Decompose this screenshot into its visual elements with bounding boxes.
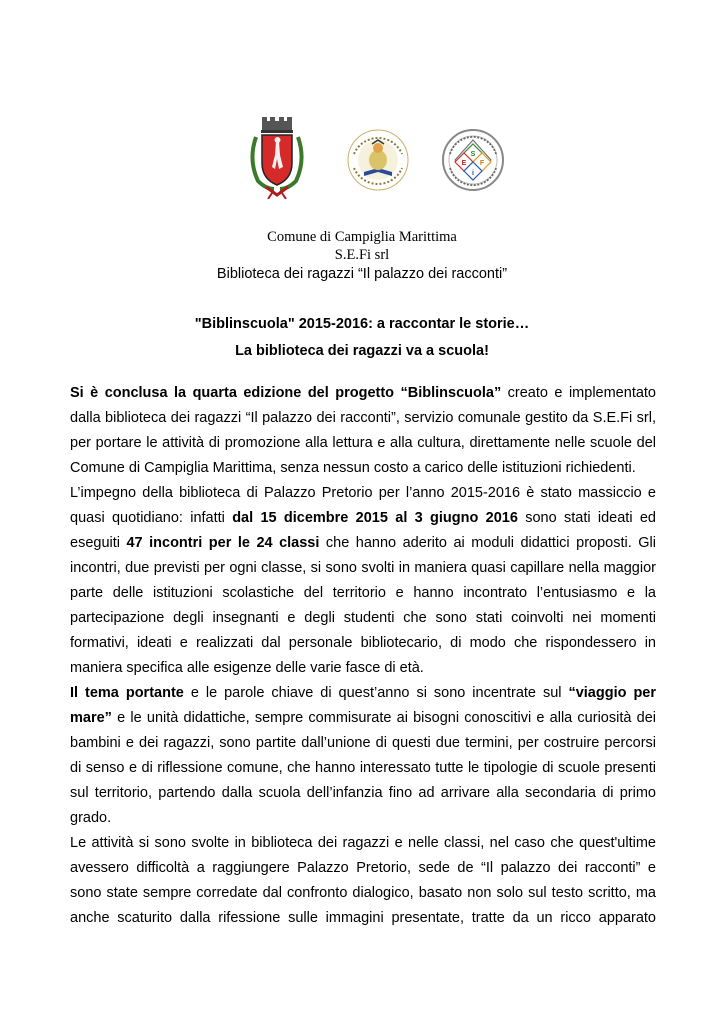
body-line: partecipazione degli insegnanti e degli studenti che sono stati coinvolti nei momenti	[70, 610, 656, 626]
body-line	[70, 706, 656, 731]
body-line: L’impegno della biblioteca di Palazzo Pretorio per l’anno 2015-2016 è stato massiccio e	[70, 485, 656, 501]
text-segment: eseguiti	[70, 535, 127, 551]
text-segment: creato e implementato	[501, 385, 656, 401]
text-segment: sono stati ideati ed	[517, 510, 656, 526]
svg-text:F: F	[479, 160, 485, 167]
text-segment: quasi quotidiano: infatti	[70, 510, 233, 526]
body-text	[70, 381, 656, 931]
body-line: formativi, ideati e realizzati dal personale bibliotecario, di modo che rispondessero in	[70, 635, 656, 651]
text-segment: e le unità didattiche, sempre commisurate ai bisogni conoscitivi e alla curiosità dei	[111, 710, 656, 726]
svg-text:i: i	[472, 170, 474, 177]
bold-text: dal 15 dicembre 2015 al 3 giugno 2016	[232, 510, 518, 526]
body-line: avessero difficoltà a raggiungere Palazzo Pretorio, sede de “Il palazzo dei racconti” e	[70, 860, 656, 876]
body-line: sono state sempre corredate dal confronto dialogico, basato non solo sul testo scritto, ma	[70, 885, 656, 901]
bold-text: “viaggio per	[568, 685, 657, 701]
body-line: parte delle istituzioni scolastiche del territorio e hanno incontrato l’entusiasmo e la	[70, 585, 656, 601]
biblioteca-ragazzi-logo	[346, 128, 410, 192]
main-title: "Biblinscuola" 2015-2016: a raccontar le storie…	[194, 316, 530, 332]
svg-text:E: E	[461, 160, 467, 167]
body-line: maniera specifica alle esigenze delle varie fasce di età.	[70, 660, 424, 676]
document-header	[0, 228, 724, 284]
bold-text: Si è conclusa la quarta edizione del progetto “Biblinscuola”	[70, 385, 502, 401]
body-line	[70, 381, 656, 406]
sub-title: La biblioteca dei ragazzi va a scuola!	[235, 343, 489, 359]
header-comune: Comune di Campiglia Marittima	[267, 229, 457, 245]
body-line: grado.	[70, 810, 112, 826]
body-line: incontri, due previsti per ogni classe, si sono svolti in maniera quasi capillare nella maggior	[70, 560, 656, 576]
body-line: dalla biblioteca dei ragazzi “Il palazzo dei racconti”, servizio comunale gestito da S.E.Fi srl,	[70, 410, 656, 426]
body-line: bambini e dei ragazzi, sono partite dall’unione di questi due termini, per costruire percorsi	[70, 735, 656, 751]
bold-text: 47 incontri per le 24 classi	[126, 535, 320, 551]
logo-row	[0, 110, 724, 200]
body-line: sul territorio, partendo dalla scuola dell’infanzia fino ad arrivare alla secondaria di primo	[70, 785, 656, 801]
body-line: anche scaturito dalla rifessione sulle immagini presentate, tratte da un ricco apparato	[70, 910, 656, 926]
svg-text:S: S	[470, 151, 476, 158]
body-line: Le attività si sono svolte in biblioteca dei ragazzi e nelle classi, nel caso che quest'ultime	[70, 835, 656, 851]
body-line: per portare le attività di promozione alla lettura e alla cultura, direttamente nelle scuole del	[70, 435, 656, 451]
body-line	[70, 506, 656, 531]
body-line: Comune di Campiglia Marittima, senza nessun costo a carico delle istituzioni richiedenti.	[70, 460, 636, 476]
document-titles	[0, 312, 724, 363]
header-sefi: S.E.Fi srl	[334, 247, 390, 263]
body-line: di senso e di riflessione comune, che hanno interessato tutte le tipologie di scuole presenti	[70, 760, 656, 776]
body-line	[70, 531, 656, 556]
text-segment: e le parole chiave di quest’anno si sono incentrate sul	[183, 685, 569, 701]
bold-text: Il tema portante	[70, 685, 184, 701]
text-segment: che hanno aderito ai moduli didattici proposti. Gli	[319, 535, 656, 551]
bold-text: mare”	[70, 710, 112, 726]
header-biblioteca: Biblioteca dei ragazzi “Il palazzo dei racconti”	[216, 266, 508, 282]
stemma-comune-icon	[246, 115, 308, 199]
sefi-logo	[441, 128, 505, 192]
body-line	[70, 681, 656, 706]
